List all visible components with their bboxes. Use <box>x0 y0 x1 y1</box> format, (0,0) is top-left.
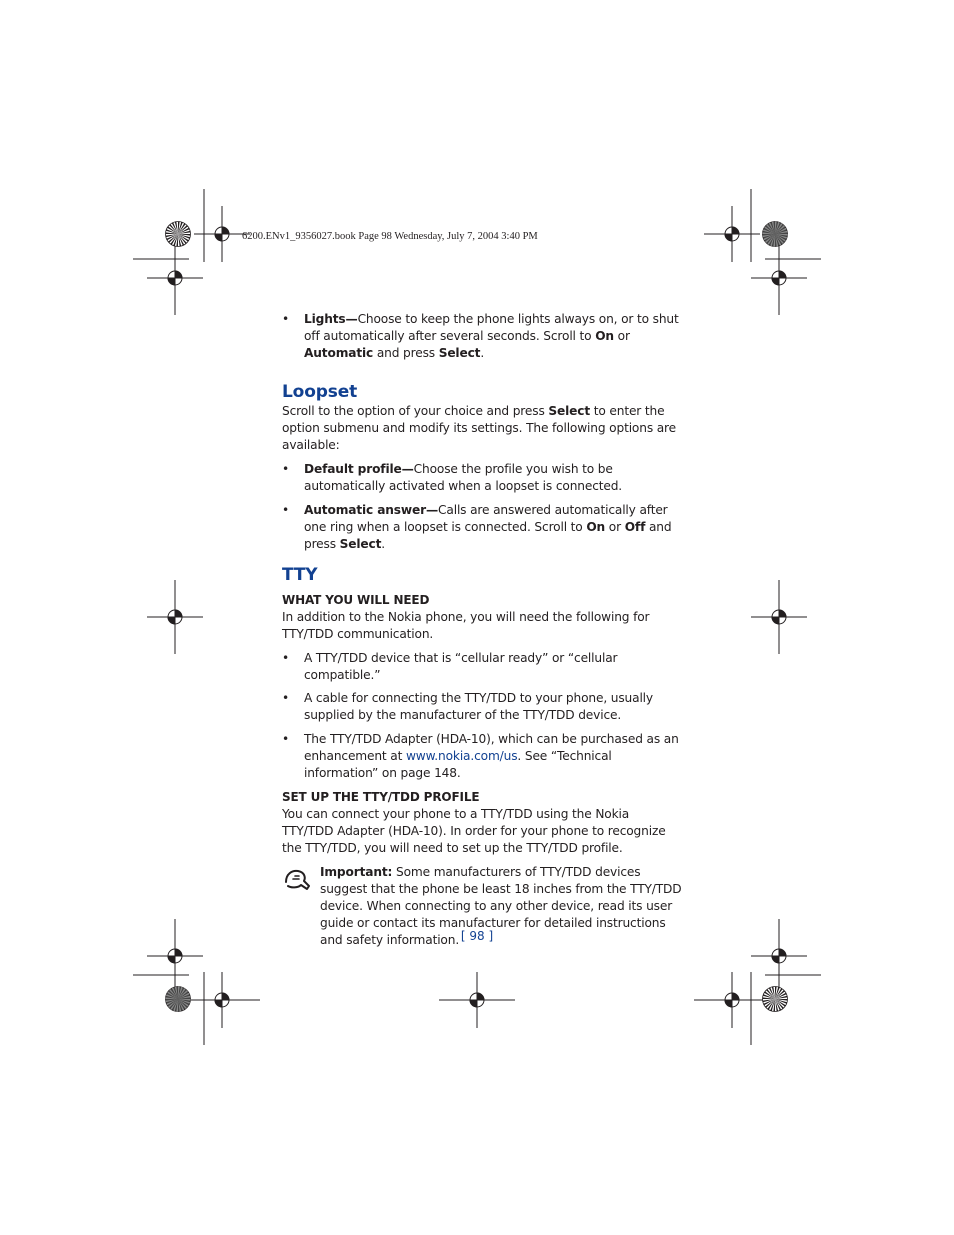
bullet-marker: • <box>282 503 290 517</box>
registration-crosshair <box>704 206 760 262</box>
registration-rosette <box>763 222 788 247</box>
important-label: Important: <box>320 865 393 879</box>
bullet-marker: • <box>282 462 290 476</box>
important-hand-icon <box>282 864 312 894</box>
page-content <box>282 311 682 949</box>
registration-crosshair <box>694 972 770 1028</box>
set-up-profile-heading: SET UP THE TTY/TDD PROFILE <box>282 790 480 804</box>
registration-crosshair <box>147 250 203 306</box>
registration-rosette <box>166 222 191 247</box>
setup-text: You can connect your phone to a TTY/TDD using the Nokia TTY/TDD Adapter (HDA-10). In order for your phone to recognize the TTY/TDD, you will need to set up the TTY/TDD profile. <box>282 807 666 855</box>
bullet-marker: • <box>282 312 290 326</box>
print-header: 6200.ENv1_9356027.book Page 98 Wednesday, July 7, 2004 3:40 PM <box>242 231 538 242</box>
tty-item-cable: • A cable for connecting the TTY/TDD to your phone, usually supplied by the manufacturer of the TTY/TDD device. <box>282 691 653 722</box>
registration-crosshair <box>184 972 260 1028</box>
loopset-intro: Scroll to the option of your choice and press Select to enter the option submenu and modify its settings. The following options are available: <box>282 404 676 452</box>
lights-bullet: • Lights—Choose to keep the phone lights always on, or to shut off automatically after several seconds. Scroll to On or Automatic and press Select. <box>282 312 679 360</box>
automatic-answer-bullet: • Automatic answer—Calls are answered automatically after one ring when a loopset is connected. Scroll to On or Off and press Select. <box>282 503 672 551</box>
default-profile-bullet: • Default profile—Choose the profile you wish to be automatically activated when a loopset is connected. <box>282 462 623 493</box>
nokia-link[interactable]: www.nokia.com/us <box>405 749 518 763</box>
bullet-marker: • <box>282 691 290 705</box>
tty-heading: TTY <box>282 565 318 585</box>
need-intro: In addition to the Nokia phone, you will need the following for TTY/TDD communication. <box>282 610 650 641</box>
important-text: Some manufacturers of TTY/TDD devices suggest that the phone be least 18 inches from the TTY/TDD device. When connecting to any other device, read its user guide or contact its manufacturer for detailed instructions and safety information. <box>320 865 682 947</box>
tty-item-device: • A TTY/TDD device that is “cellular ready” or “cellular compatible.” <box>282 651 618 682</box>
registration-crosshair <box>751 589 807 645</box>
registration-crosshair <box>147 589 203 645</box>
loopset-heading: Loopset <box>282 382 358 402</box>
tty-item-adapter: • The TTY/TDD Adapter (HDA-10), which can be purchased as an enhancement at www.nokia.com/us. See “Technical information” on page 148. <box>282 732 679 780</box>
bullet-marker: • <box>282 651 290 665</box>
registration-rosette <box>763 987 788 1012</box>
registration-crosshair <box>751 250 807 306</box>
registration-rosette <box>166 987 191 1012</box>
registration-crosshair <box>439 972 515 1028</box>
lights-term: Lights— <box>304 312 358 326</box>
bullet-marker: • <box>282 732 290 746</box>
what-you-will-need-heading: WHAT YOU WILL NEED <box>282 593 430 607</box>
page-number: [ 98 ] <box>460 929 494 943</box>
